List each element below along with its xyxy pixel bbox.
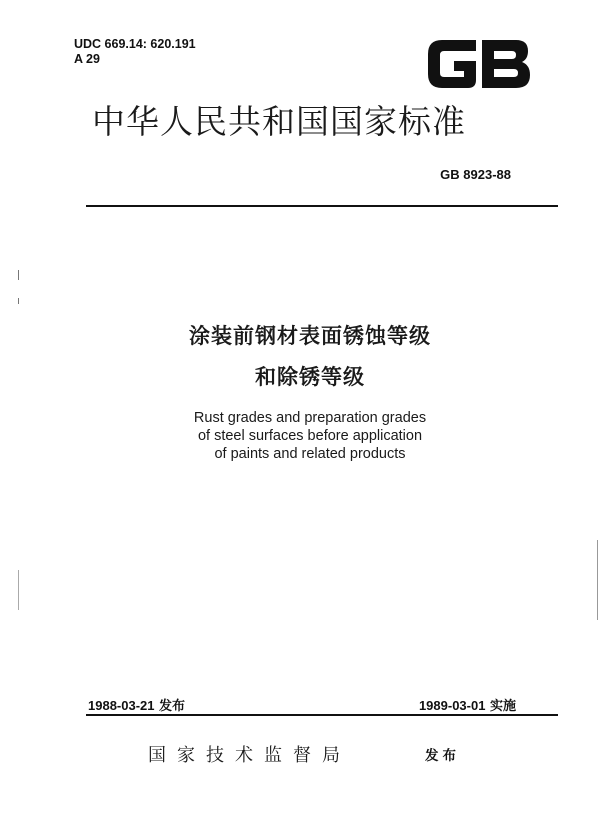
udc-number: UDC 669.14: 620.191 [74,37,196,51]
issuing-authority: 国家技术监督局 [148,745,351,766]
issue-label: 发布 [159,699,186,714]
issuing-suffix: 发布 [425,748,460,764]
issue-date-block [88,695,185,714]
chinese-title-line-1: 涂装前钢材表面锈蚀等级 [189,324,431,348]
scan-speck [597,540,598,620]
implementation-date: 1989-03-01 [418,698,486,713]
english-title-line-1: Rust grades and preparation grades [193,410,427,426]
scan-speck [18,270,19,280]
gb-logo [424,34,534,94]
classification-code: A 29 [74,52,100,66]
scan-speck [18,298,19,304]
standard-number: GB 8923-88 [440,167,511,182]
national-standard-title: 中华人民共和国国家标准 [92,102,466,141]
chinese-title-line-2: 和除锈等级 [255,365,365,389]
top-divider [86,205,558,207]
bottom-divider [86,714,558,716]
english-title-line-2: of steel surfaces before application [197,428,423,444]
english-title-line-3: of paints and related products [214,446,406,462]
issue-date: 1988-03-21 [88,698,155,713]
implementation-date-block [419,695,516,714]
scan-speck [18,570,19,610]
implementation-label: 实施 [489,699,516,714]
